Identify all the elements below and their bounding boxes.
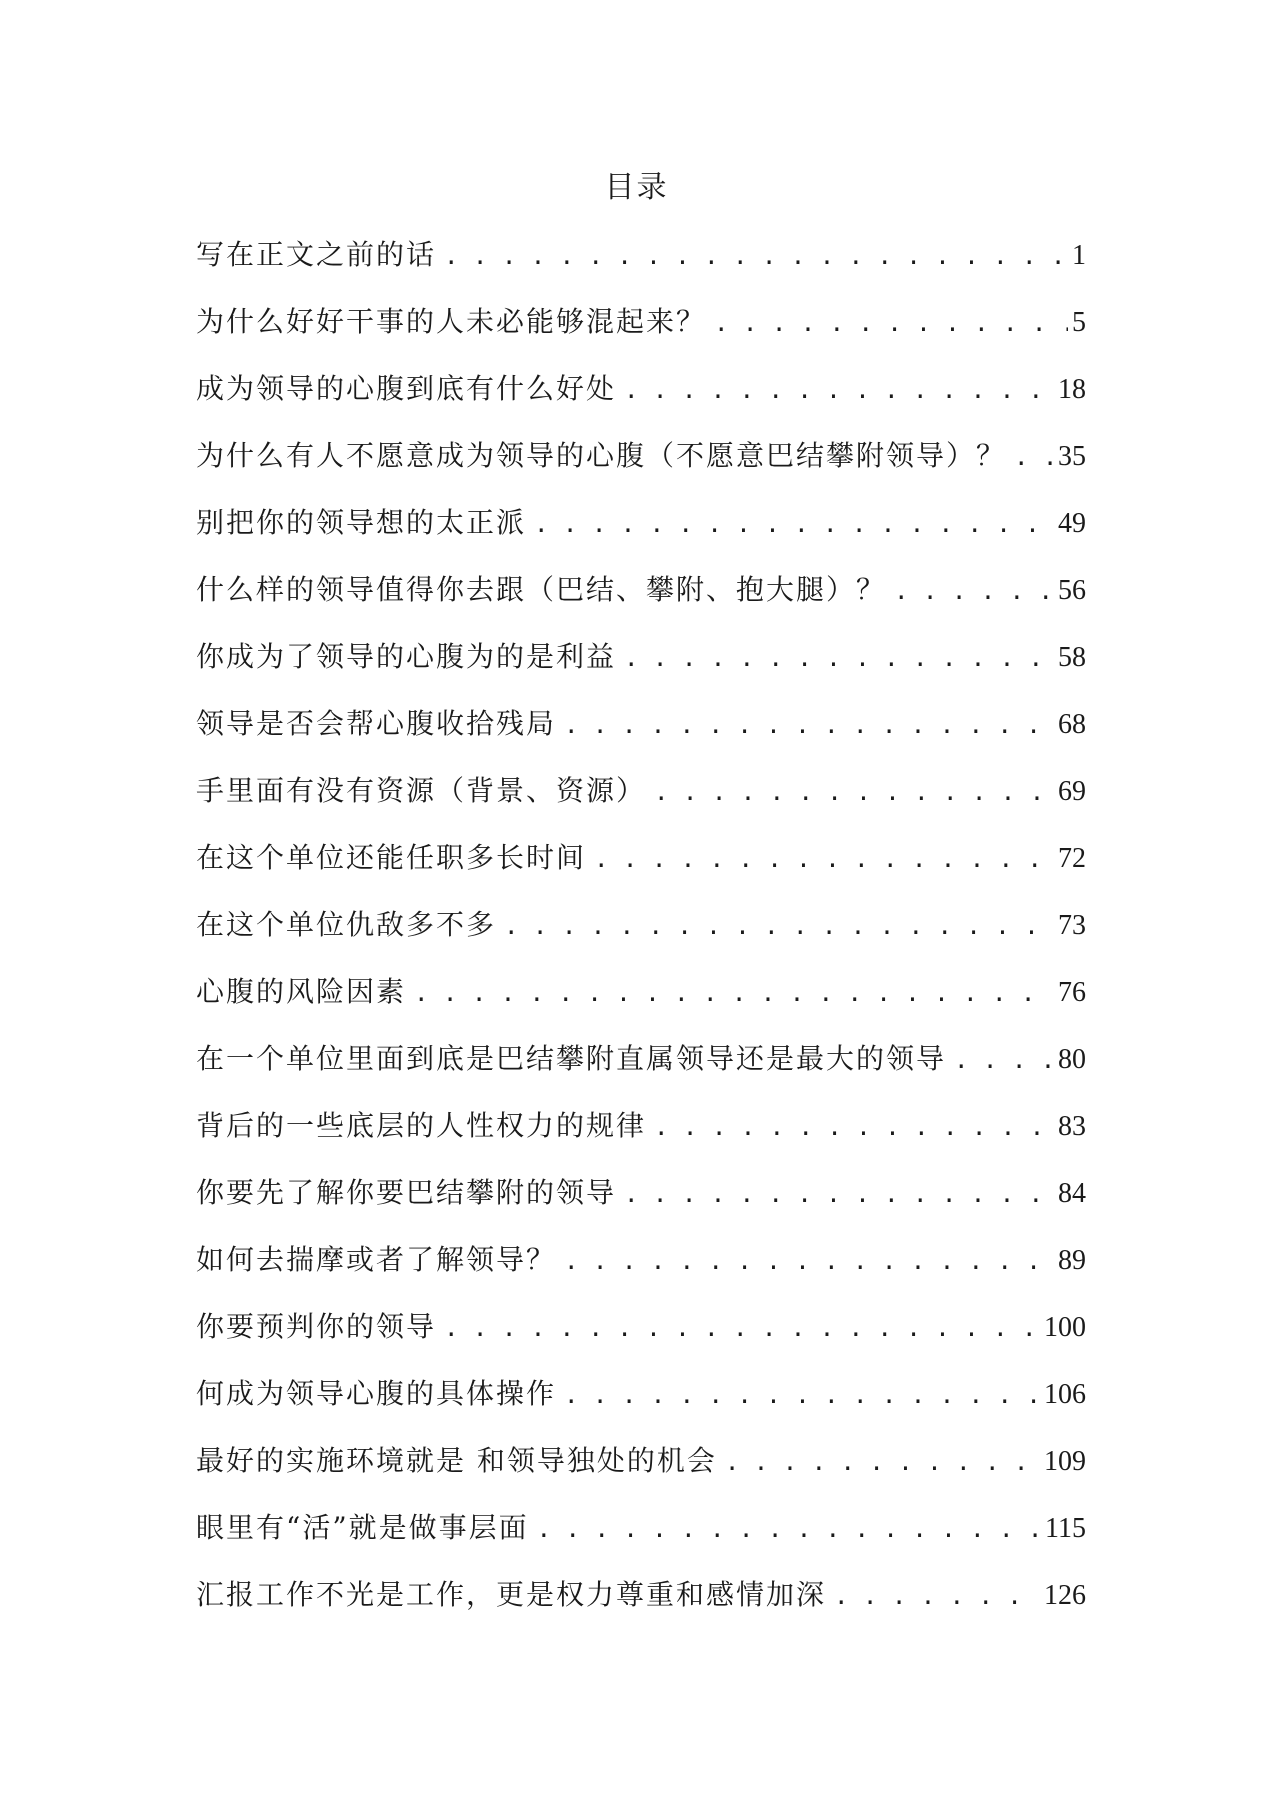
toc-dot-leader [564, 705, 1054, 745]
toc-dot-leader [444, 1308, 1040, 1348]
toc-entry[interactable] [196, 1374, 1086, 1441]
toc-entry[interactable] [196, 570, 1086, 637]
toc-entry-page-number: 68 [1058, 709, 1086, 740]
toc-entry[interactable] [196, 1307, 1086, 1374]
toc-entry-text: 心腹的风险因素 [196, 975, 407, 1008]
toc-dot-leader [564, 1375, 1040, 1415]
toc-entry[interactable] [196, 1441, 1086, 1508]
toc-entry-text: 你成为了领导的心腹为的是利益 [196, 640, 617, 673]
toc-entry-text: 为什么好好干事的人未必能够混起来？ [196, 305, 707, 338]
toc-entry[interactable] [196, 302, 1086, 369]
toc-entry-page-number: 49 [1058, 508, 1086, 539]
toc-dot-leader [624, 638, 1054, 678]
toc-entry-page-number: 106 [1044, 1379, 1086, 1410]
toc-dot-leader [725, 1442, 1040, 1482]
toc-entry[interactable] [196, 1508, 1086, 1575]
toc-entry-text: 成为领导的心腹到底有什么好处 [196, 372, 617, 405]
toc-entry[interactable] [196, 436, 1086, 503]
toc-dot-leader [594, 839, 1054, 879]
toc-entry[interactable] [196, 838, 1086, 905]
toc-dot-leader [564, 1241, 1054, 1281]
toc-entry-page-number: 35 [1058, 441, 1086, 472]
toc-entry-page-number: 56 [1058, 575, 1086, 606]
toc-entry-text: 背后的一些底层的人性权力的规律 [196, 1109, 647, 1142]
toc-entry-page-number: 73 [1058, 910, 1086, 941]
toc-entry-text: 如何去揣摩或者了解领导？ [196, 1243, 557, 1276]
toc-dot-leader [534, 504, 1054, 544]
toc-dot-leader [834, 1576, 1040, 1616]
toc-entry-page-number: 18 [1058, 374, 1086, 405]
toc-entry-text: 何成为领导心腹的具体操作 [196, 1377, 557, 1410]
toc-entry-text: 在一个单位里面到底是巴结攀附直属领导还是最大的领导 [196, 1042, 947, 1075]
toc-entry-page-number: 126 [1044, 1580, 1086, 1611]
toc-entry-page-number: 5 [1072, 307, 1086, 338]
toc-entry[interactable] [196, 369, 1086, 436]
toc-entry[interactable] [196, 637, 1086, 704]
toc-dot-leader [1014, 437, 1054, 477]
toc-dot-leader [504, 906, 1054, 946]
toc-dot-leader [414, 973, 1054, 1013]
toc-entry-page-number: 1 [1072, 240, 1086, 271]
toc-entry-page-number: 83 [1058, 1111, 1086, 1142]
toc-entry-page-number: 76 [1058, 977, 1086, 1008]
toc-entry-page-number: 109 [1044, 1446, 1086, 1477]
toc-entry-page-number: 80 [1058, 1044, 1086, 1075]
toc-dot-leader [537, 1509, 1041, 1549]
toc-title: 目录 [604, 170, 669, 205]
toc-entry-page-number: 58 [1058, 642, 1086, 673]
toc-entry-page-number: 69 [1058, 776, 1086, 807]
toc-dot-leader [654, 1107, 1054, 1147]
toc-entry[interactable] [196, 1240, 1086, 1307]
toc-entry[interactable] [196, 972, 1086, 1039]
toc-entry[interactable] [196, 905, 1086, 972]
toc-entry-text: 什么样的领导值得你去跟（巴结、攀附、抱大腿）？ [196, 573, 887, 606]
toc-entry-text: 为什么有人不愿意成为领导的心腹（不愿意巴结攀附领导）？ [196, 439, 1007, 472]
toc-dot-leader [654, 772, 1054, 812]
toc-entry-text: 领导是否会帮心腹收拾残局 [196, 707, 557, 740]
toc-dot-leader [894, 571, 1054, 611]
toc-entry-page-number: 100 [1044, 1312, 1086, 1343]
toc-dot-leader [714, 303, 1068, 343]
toc-entry-page-number: 89 [1058, 1245, 1086, 1276]
toc-entry[interactable] [196, 704, 1086, 771]
toc-entry[interactable] [196, 1106, 1086, 1173]
toc-entry-text: 写在正文之前的话 [196, 238, 437, 271]
toc-entry-page-number: 72 [1058, 843, 1086, 874]
toc-entry[interactable] [196, 1039, 1086, 1106]
toc-dot-leader [624, 370, 1054, 410]
toc-entry-text: 手里面有没有资源（背景、资源） [196, 774, 647, 807]
toc-entry-text: 你要预判你的领导 [196, 1310, 437, 1343]
toc-list [196, 235, 1086, 1642]
toc-entry[interactable] [196, 235, 1086, 302]
toc-entry-text: 别把你的领导想的太正派 [196, 506, 527, 539]
toc-entry-text: 汇报工作不光是工作，更是权力尊重和感情加深 [196, 1578, 827, 1611]
toc-entry-text: 最好的实施环境就是 和领导独处的机会 [196, 1444, 717, 1477]
toc-entry[interactable] [196, 1575, 1086, 1642]
toc-entry-page-number: 115 [1045, 1513, 1086, 1544]
toc-entry[interactable] [196, 771, 1086, 838]
toc-entry-text: 在这个单位还能任职多长时间 [196, 841, 587, 874]
toc-entry-text: 眼里有“活”就是做事层面 [196, 1511, 529, 1544]
toc-dot-leader [954, 1040, 1054, 1080]
toc-entry-text: 你要先了解你要巴结攀附的领导 [196, 1176, 617, 1209]
toc-entry-text: 在这个单位仇敌多不多 [196, 908, 497, 941]
toc-dot-leader [624, 1174, 1054, 1214]
toc-entry[interactable] [196, 503, 1086, 570]
toc-dot-leader [444, 236, 1068, 276]
toc-entry[interactable] [196, 1173, 1086, 1240]
toc-entry-page-number: 84 [1058, 1178, 1086, 1209]
